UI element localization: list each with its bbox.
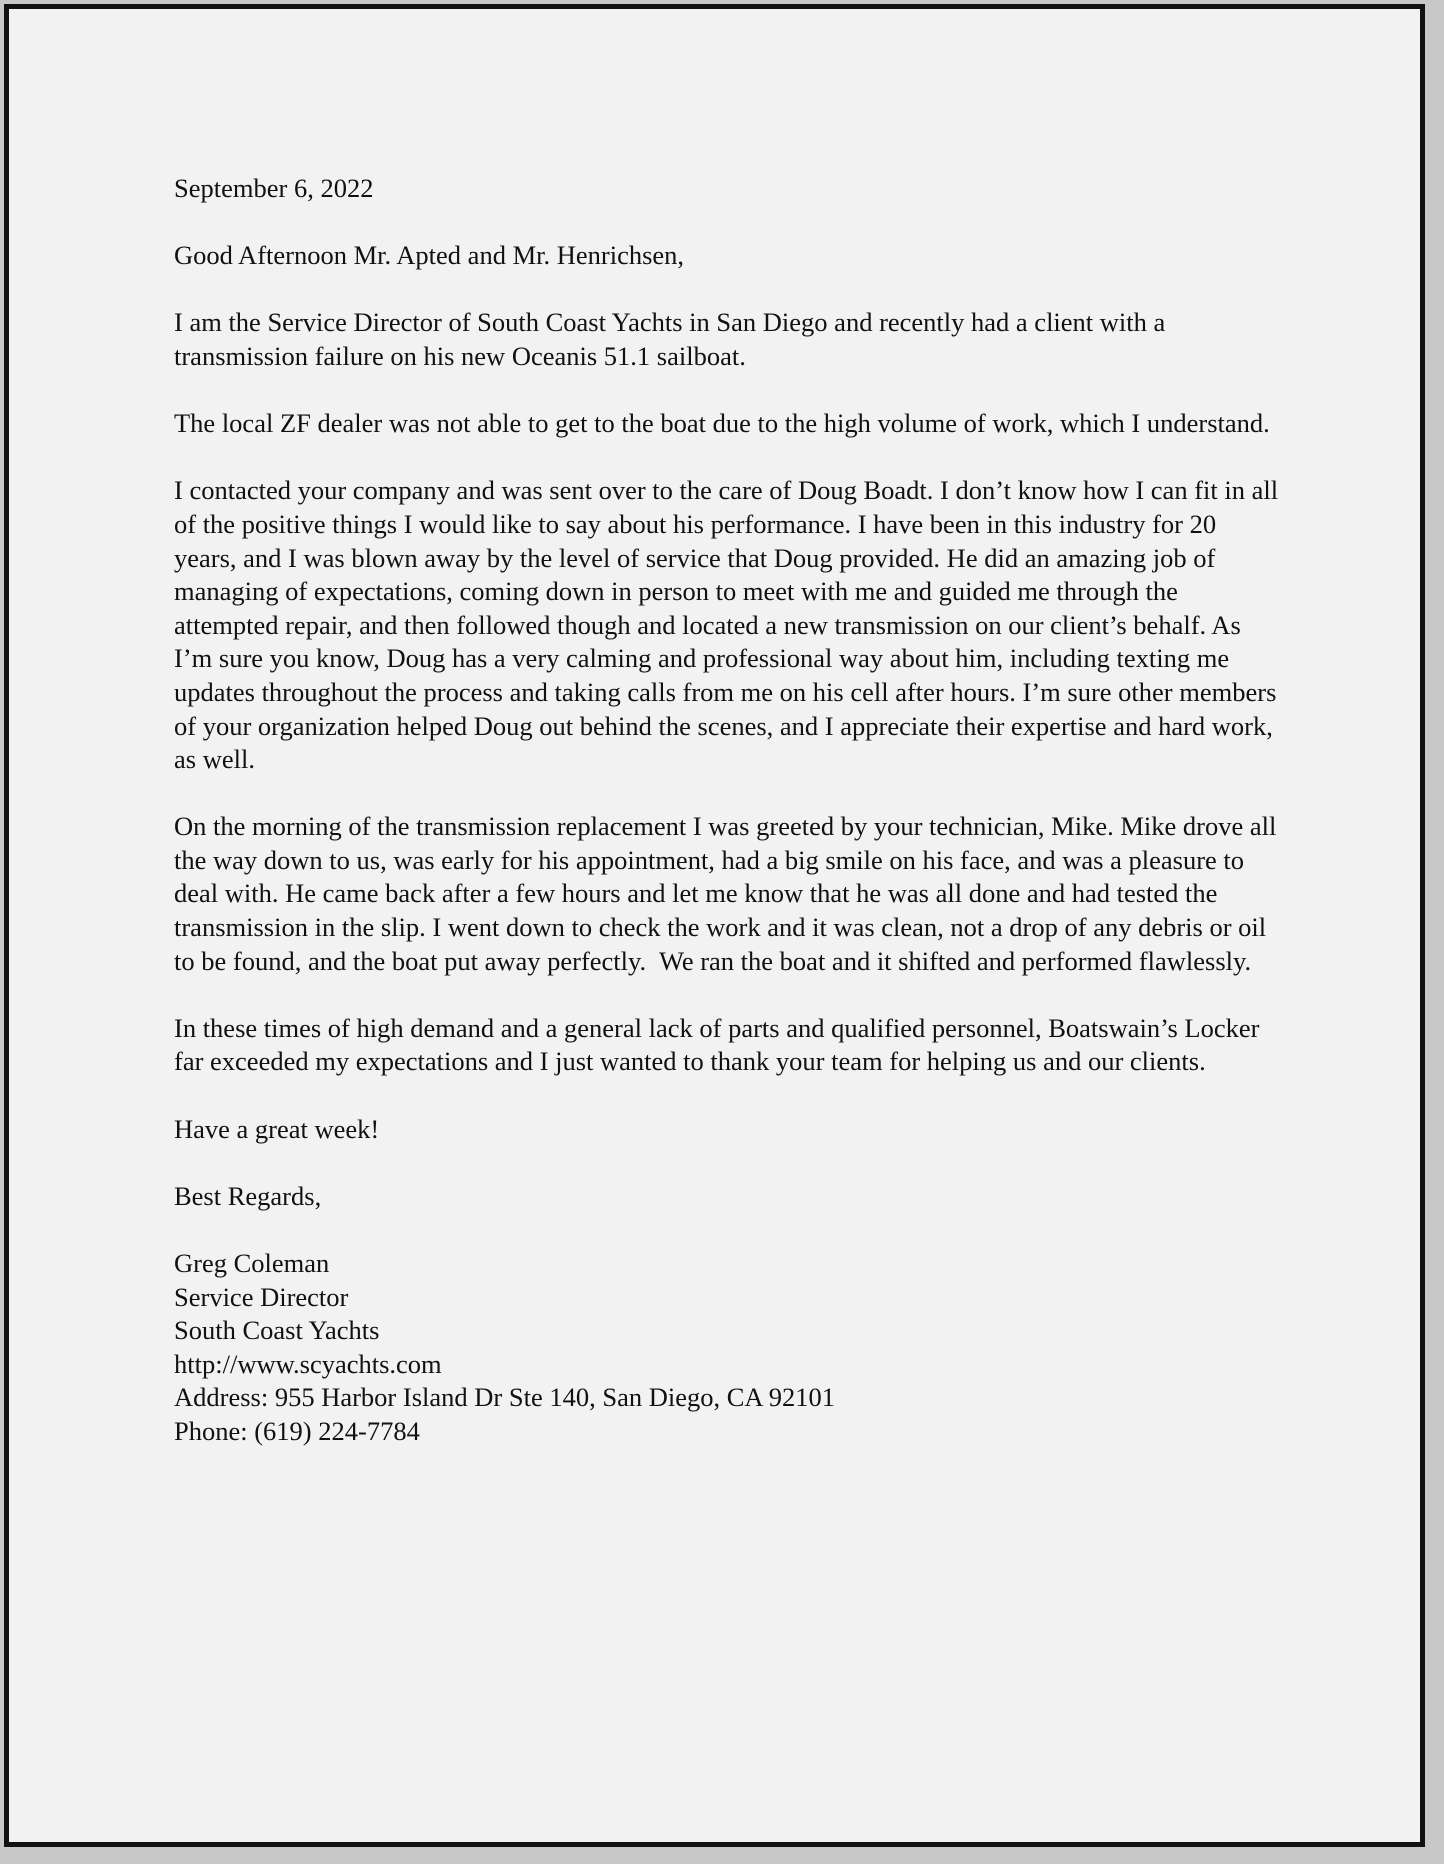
paragraph-mike-praise: On the morning of the transmission replacement I was greeted by your technician, Mike. Mike drove all the way down to us, was early for his appointment, had a big smile on his face, and was a pleasure to deal with. He came back after a few hours and let me know that he was all done and had tested the transmission in the slip. I went down to check the work and it was clean, not a drop of any debris or oil to be found, and the boat put away perfectly. We ran the boat and it shifted and performed flawlessly. (174, 811, 1284, 976)
paragraph-doug-praise: I contacted your company and was sent over to the care of Doug Boadt. I don’t know how I can fit in all of the positive things I would like to say about his performance. I have been in this industry for 20 years, and I was blown away by the level of service that Doug provided. He did an amazing job of managing of expectations, coming down in person to meet with me and guided me through the attempted repair, and then followed though and located a new transmission on our client’s behalf. As I’m sure you know, Doug has a very calming and professional way about him, including texting me updates throughout the process and taking calls from me on his cell after hours. I’m sure other members of your organization helped Doug out behind the scenes, and I appreciate their expertise and hard work, as well. (174, 475, 1285, 775)
signature-website: http://www.scyachts.com (174, 1348, 442, 1379)
paragraph-thanks: In these times of high demand and a general lack of parts and qualified personnel, Boatswain’s Locker far exceeded my expectations and I just wanted to thank your team for helping us and our clients. (174, 1012, 1267, 1077)
letter-salutation: Good Afternoon Mr. Apted and Mr. Henrichsen, (174, 240, 685, 271)
letter-page (4, 4, 1425, 1847)
signature-block (174, 1247, 1284, 1449)
sign-off: Best Regards, (174, 1180, 322, 1211)
letter-body (174, 172, 1284, 1449)
signature-name: Greg Coleman (174, 1248, 330, 1278)
paragraph-local-dealer: The local ZF dealer was not able to get to the boat due to the high volume of work, which I understand. (174, 408, 1270, 439)
signature-title: Service Director (174, 1281, 349, 1312)
signature-address: Address: 955 Harbor Island Dr Ste 140, San Diego, CA 92101 (174, 1382, 835, 1413)
paragraph-client-intro: I am the Service Director of South Coast Yachts in San Diego and recently had a client with a transmission failure on his new Oceanis 51.1 sailboat. (174, 307, 1172, 371)
signature-phone: Phone: (619) 224-7784 (174, 1415, 420, 1446)
signature-company: South Coast Yachts (174, 1315, 380, 1346)
letter-date: September 6, 2022 (174, 173, 374, 203)
closing-line: Have a great week! (174, 1113, 380, 1144)
